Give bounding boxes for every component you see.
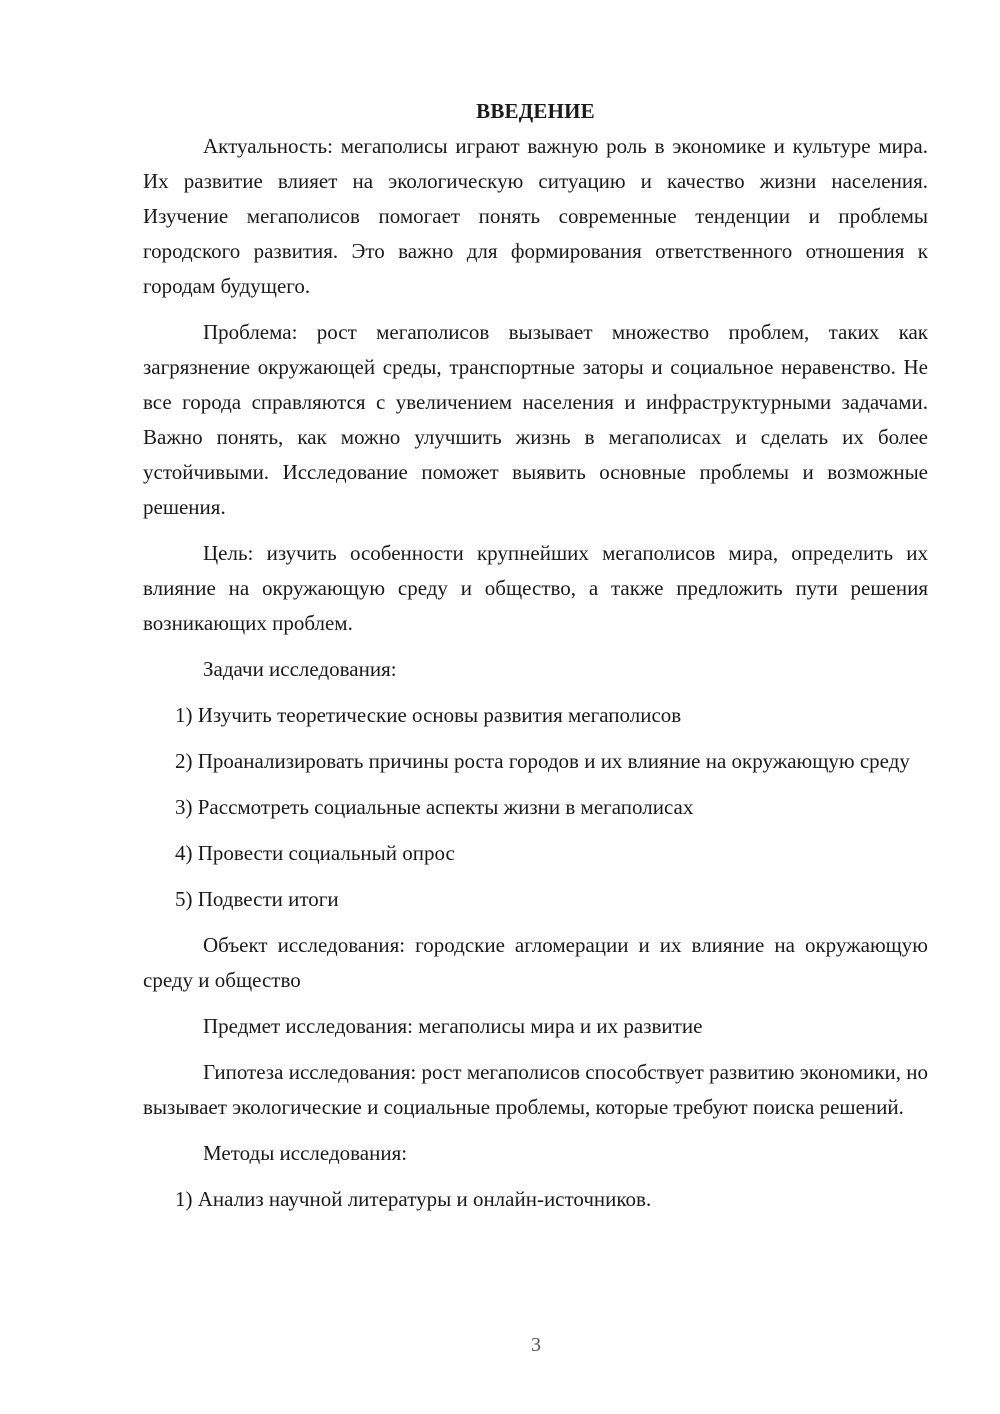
problem-paragraph: Проблема: рост мегаполисов вызывает множество проблем, таких как загрязнение окружающей среды, транспортные заторы и социальное неравенство. Не все города справляются с увеличением населения и инфраструктурными задачами. Важно понять, как можно улучшить жизнь в мегаполисах и сделать их более устойчивыми. Исследование поможет выявить основные проблемы и возможные решения. (143, 320, 928, 519)
method-item-1: 1) Анализ научной литературы и онлайн-источников. (175, 1187, 652, 1211)
relevance-paragraph: Актуальность: мегаполисы играют важную роль в экономике и культуре мира. Их развитие влияет на экологическую ситуацию и качество жизни населения. Изучение мегаполисов помогает понять современные тенденции и проблемы городского развития. Это важно для формирования ответственного отношения к городам будущего. (143, 134, 928, 298)
document-page (143, 94, 928, 1228)
task-item-4: 4) Провести социальный опрос (175, 841, 455, 865)
object-paragraph: Объект исследования: городские агломерации и их влияние на окружающую среду и общество (143, 933, 928, 992)
task-item-3: 3) Рассмотреть социальные аспекты жизни в мегаполисах (175, 795, 694, 819)
hypothesis-paragraph: Гипотеза исследования: рост мегаполисов способствует развитию экономики, но вызывает экологические и социальные проблемы, которые требуют поиска решений. (143, 1060, 928, 1119)
goal-paragraph: Цель: изучить особенности крупнейших мегаполисов мира, определить их влияние на окружающую среду и общество, а также предложить пути решения возникающих проблем. (143, 541, 928, 635)
methods-heading: Методы исследования: (203, 1141, 408, 1165)
tasks-heading: Задачи исследования: (203, 657, 397, 681)
task-item-1: 1) Изучить теоретические основы развития мегаполисов (175, 703, 682, 727)
section-title: ВВЕДЕНИЕ (476, 99, 595, 123)
task-item-2: 2) Проанализировать причины роста городов и их влияние на окружающую среду (175, 749, 910, 773)
subject-paragraph: Предмет исследования: мегаполисы мира и их развитие (203, 1014, 703, 1038)
task-item-5: 5) Подвести итоги (175, 887, 339, 911)
page-number: 3 (531, 1334, 541, 1356)
